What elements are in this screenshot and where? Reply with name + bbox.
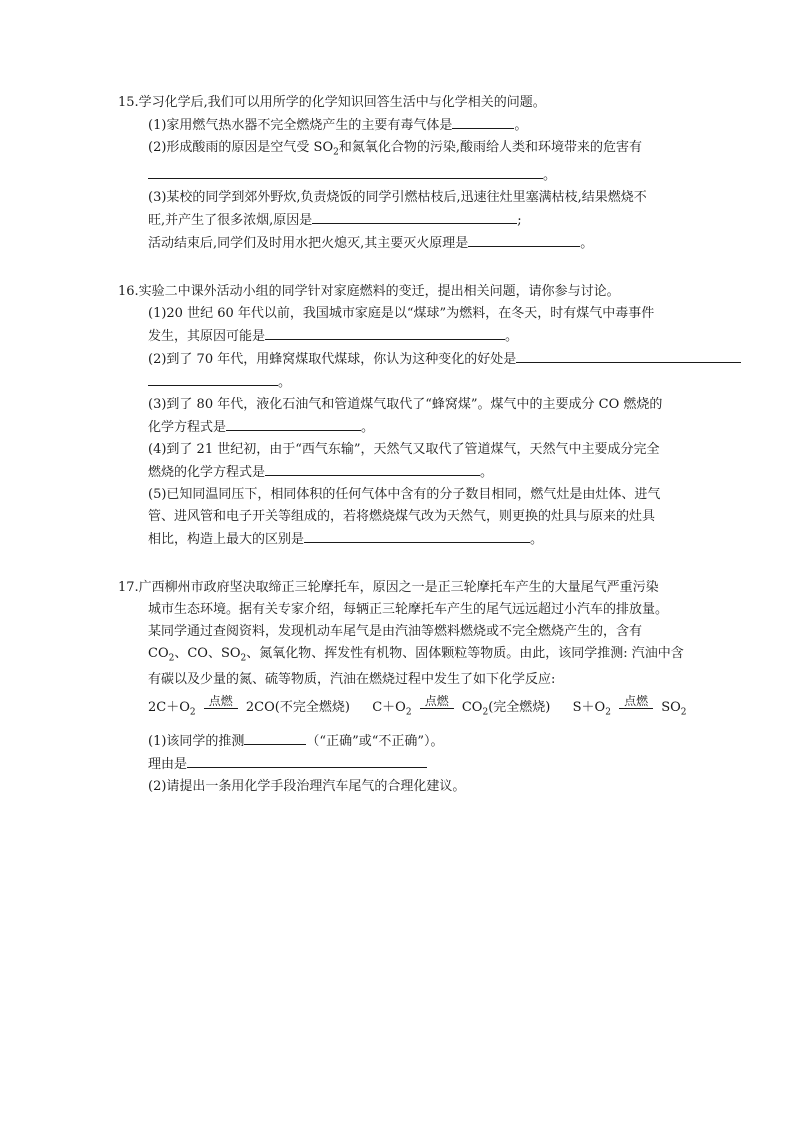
answer-blank[interactable] bbox=[187, 753, 427, 768]
reaction-3: $S+O_2$ 点燃 $SO_2$ bbox=[572, 693, 687, 718]
answer-blank[interactable] bbox=[244, 730, 306, 745]
answer-blank[interactable] bbox=[304, 528, 530, 543]
answer-blank[interactable] bbox=[516, 348, 741, 363]
answer-blank[interactable] bbox=[226, 416, 361, 431]
answer-blank[interactable] bbox=[265, 461, 480, 476]
q16-part5-cont1: 管、进风管和电子开关等组成的，若将燃烧煤气改为天然气，则更换的灶具与原来的灶具 bbox=[148, 508, 656, 524]
q15-part3: (3)某校的同学到郊外野炊,负责烧饭的同学引燃枯枝后,迅速往灶里塞满枯枝,结果燃烧不 bbox=[148, 189, 647, 205]
reaction-2: $C+O_2$ 点燃 $CO_2$(完全燃烧) bbox=[372, 693, 551, 718]
question-17 bbox=[118, 577, 708, 798]
q16-part2: (2)到了 70 年代，用蜂窝煤取代煤球，你认为这种变化的好处是 bbox=[118, 348, 708, 371]
answer-blank[interactable] bbox=[452, 114, 514, 129]
q15-part2-answer: 。 bbox=[118, 164, 708, 187]
worksheet bbox=[118, 92, 708, 824]
q16-part5-cont2: 相比，构造上最大的区别是 。 bbox=[118, 528, 708, 551]
q17-stem-4: $CO_2$、CO、$SO_2$、氮氧化物、挥发性有机物、固体颗粒等物质。由此，该同学推测: 汽油中含 bbox=[148, 645, 684, 664]
q17-part2: (2)请提出一条用化学手段治理汽车尾气的合理化建议。 bbox=[148, 778, 466, 794]
reaction-arrow: 点燃 bbox=[619, 695, 653, 709]
q17-stem-5: 有碳以及少量的氮、硫等物质，汽油在燃烧过程中发生了如下化学反应: bbox=[148, 672, 556, 688]
q16-part3: (3)到了 80 年代，液化石油气和管道煤气取代了“蜂窝煤”。煤气中的主要成分 CO 燃烧的 bbox=[148, 396, 663, 412]
q17-stem-1: 17.广西柳州市政府坚决取缔正三轮摩托车，原因之一是正三轮摩托车产生的大量尾气严重污染 bbox=[118, 579, 659, 595]
q16-part3-cont: 化学方程式是 。 bbox=[118, 416, 708, 439]
answer-blank[interactable] bbox=[265, 325, 505, 340]
q16-part4: (4)到了 21 世纪初，由于“西气东输”，天然气又取代了管道煤气，天然气中主要成分完全 bbox=[148, 441, 660, 457]
q17-part1: (1)该同学的推测 （“正确”或“不正确”）。 bbox=[118, 730, 708, 753]
answer-blank[interactable] bbox=[312, 209, 517, 224]
q16-part5: (5)已知同温同压下，相同体积的任何气体中含有的分子数目相同，燃气灶是由灶体、进气 bbox=[148, 486, 661, 502]
q16-part1: (1)20 世纪 60 年代以前，我国城市家庭是以“煤球”为燃料，在冬天，时有煤气中毒事件 bbox=[148, 305, 655, 321]
question-15 bbox=[118, 92, 708, 255]
answer-blank[interactable] bbox=[468, 232, 580, 247]
question-16 bbox=[118, 281, 708, 551]
reaction-1: $2C+O_2$ 点燃 2CO(不完全燃烧) bbox=[148, 693, 350, 718]
q15-part1: (1)家用燃气热水器不完全燃烧产生的主要有毒气体是 。 bbox=[118, 114, 708, 137]
q15-stem: 15.学习化学后,我们可以用所学的化学知识回答生活中与化学相关的问题。 bbox=[118, 95, 546, 110]
q15-part2: (2)形成酸雨的原因是空气受 $SO_2$和氮氧化合物的污染,酸雨给人类和环境带来的危害有 bbox=[148, 140, 642, 158]
answer-blank[interactable] bbox=[148, 371, 278, 386]
q16-part2-answer: 。 bbox=[118, 371, 708, 394]
q15-part3-cont: 旺,并产生了很多浓烟,原因是 ; bbox=[118, 209, 708, 232]
q17-stem-3: 某同学通过查阅资料，发现机动车尾气是由汽油等燃料燃烧或不完全燃烧产生的，含有 bbox=[148, 623, 643, 639]
q17-stem-2: 城市生态环境。据有关专家介绍，每辆正三轮摩托车产生的尾气远远超过小汽车的排放量。 bbox=[148, 601, 669, 617]
answer-blank[interactable] bbox=[148, 164, 543, 179]
reaction-arrow: 点燃 bbox=[420, 695, 454, 709]
q16-stem: 16.实验二中课外活动小组的同学针对家庭燃料的变迁，提出相关问题，请你参与讨论。 bbox=[118, 283, 620, 299]
reaction-equations bbox=[118, 691, 708, 730]
reaction-arrow: 点燃 bbox=[204, 695, 238, 709]
q16-part4-cont: 燃烧的化学方程式是 。 bbox=[118, 461, 708, 484]
q15-part3-end: 活动结束后,同学们及时用水把火熄灭,其主要灭火原理是 。 bbox=[118, 232, 708, 255]
q17-part1-reason: 理由是 bbox=[118, 753, 708, 776]
q16-part1-cont: 发生，其原因可能是 。 bbox=[118, 325, 708, 348]
